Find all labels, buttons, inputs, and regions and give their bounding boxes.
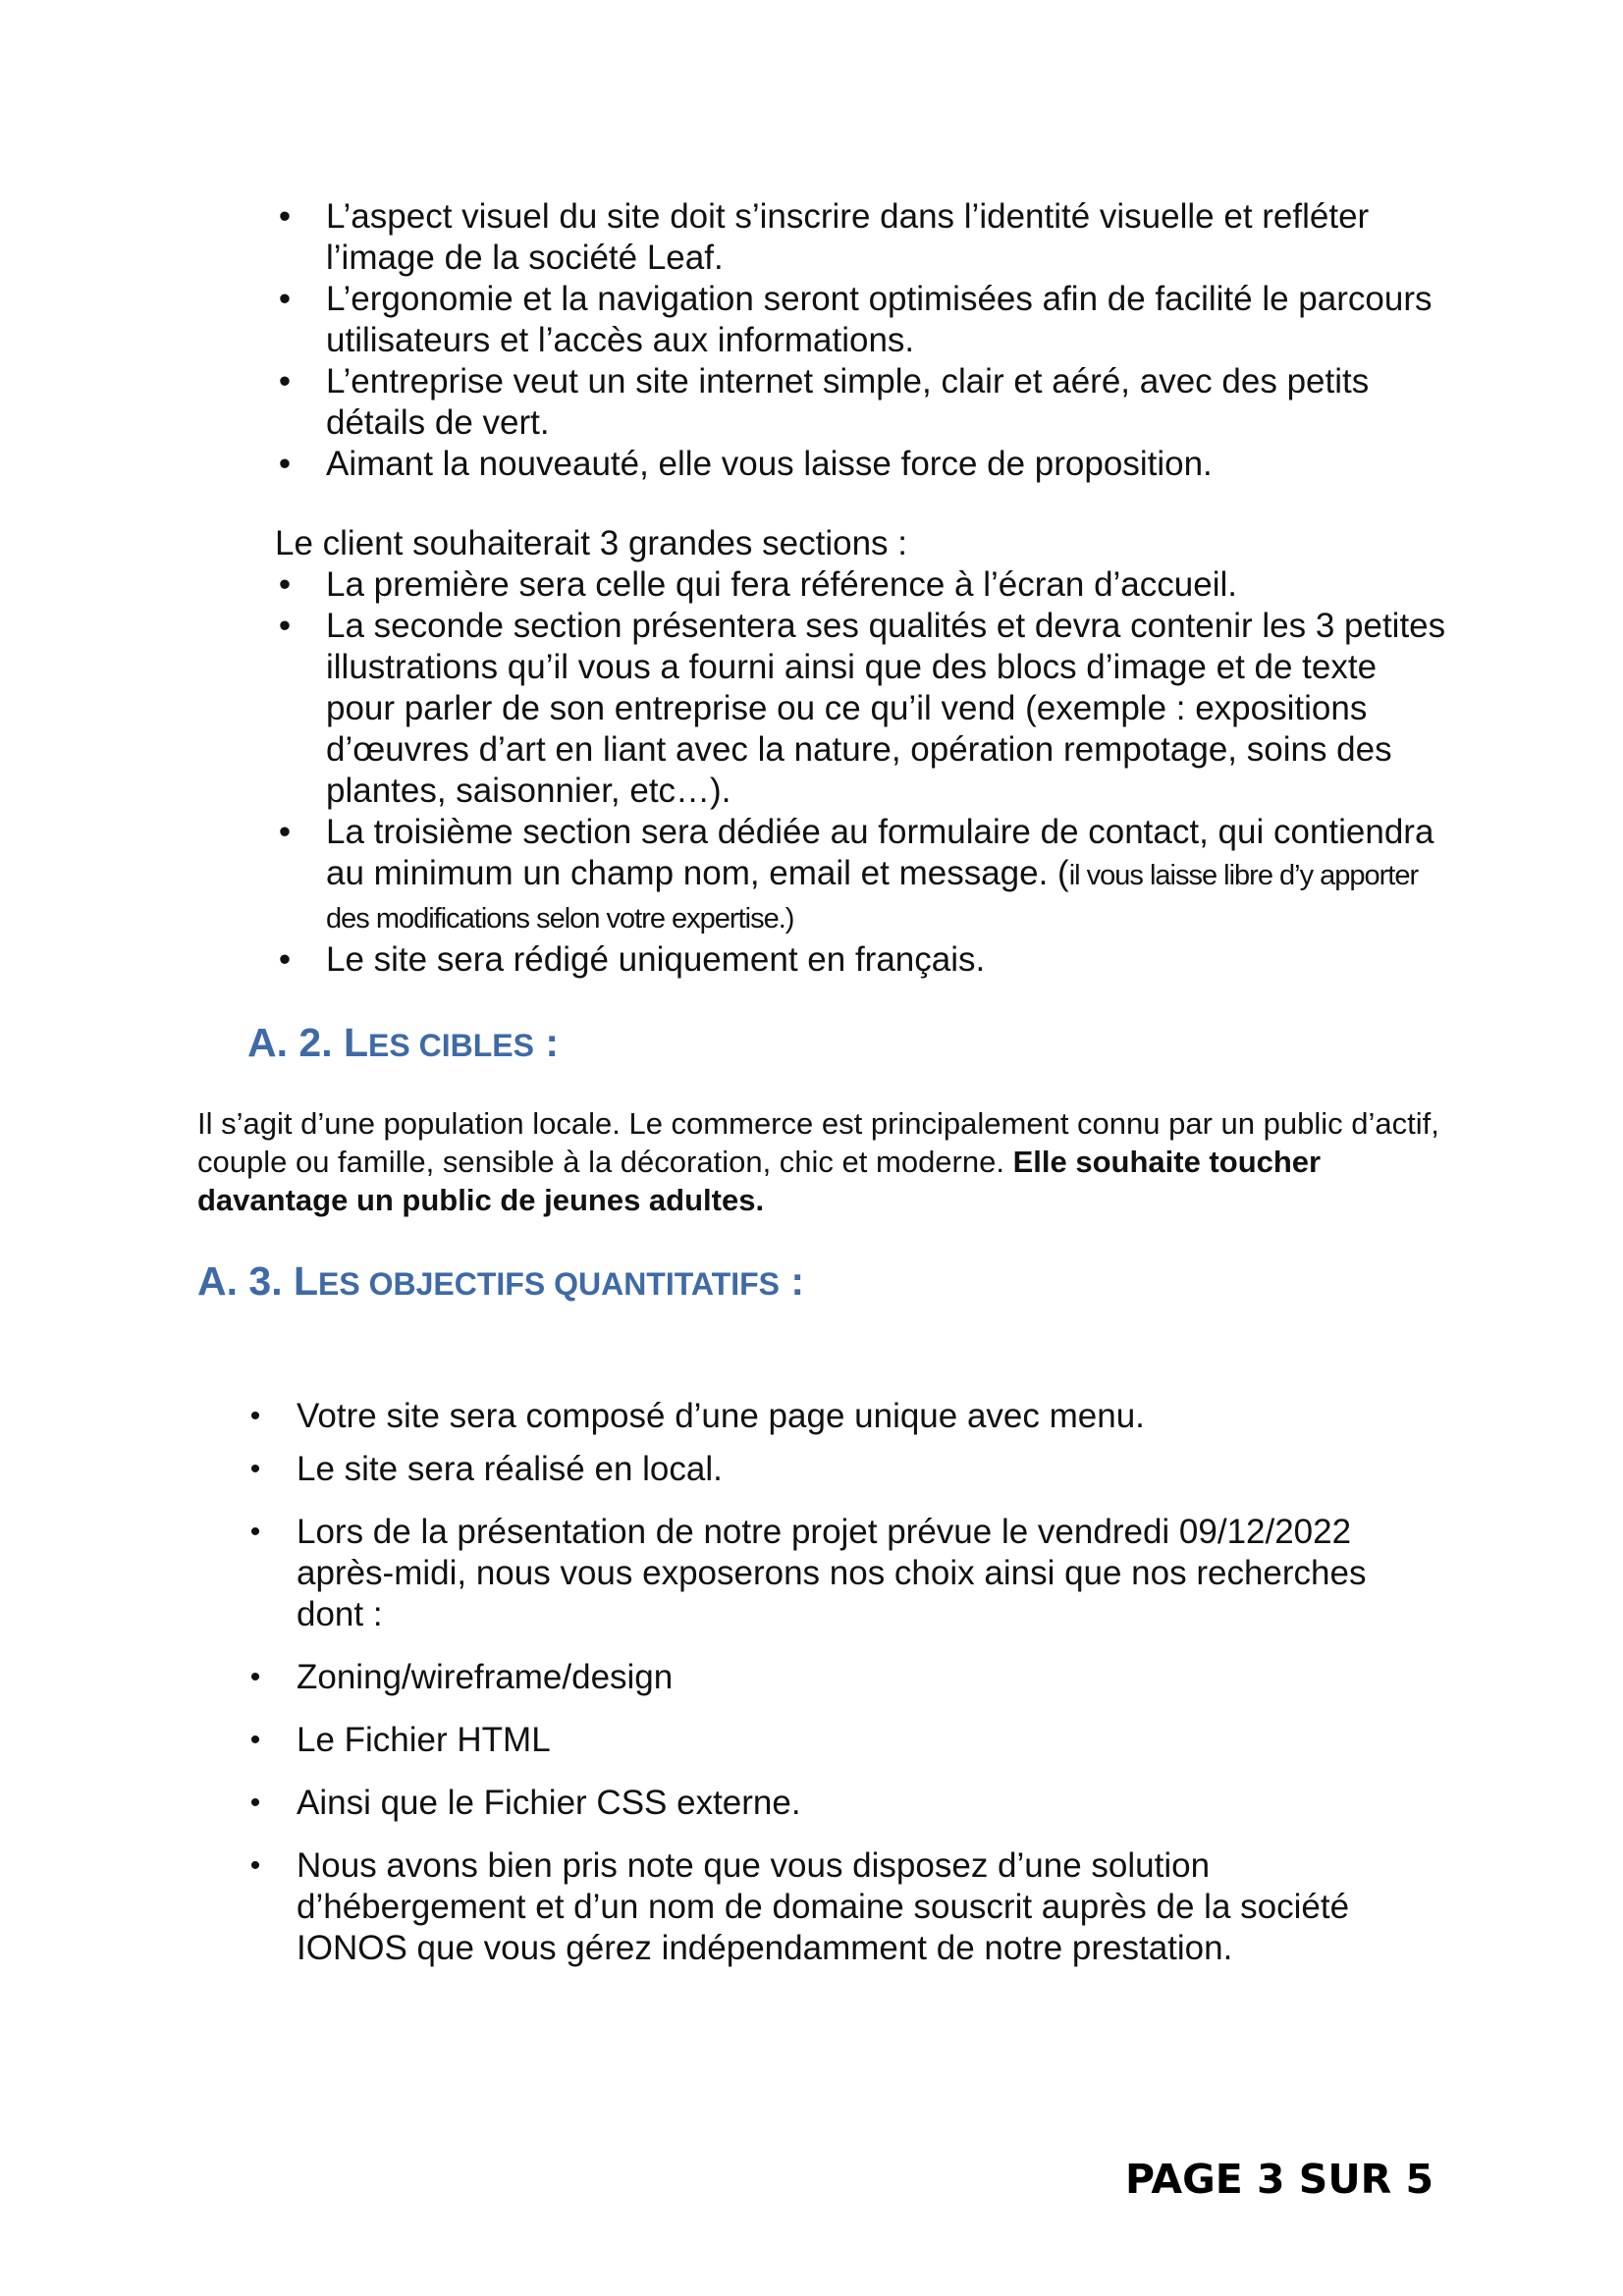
requirement-text: L’entreprise veut un site internet simple, clair et aéré, avec des petits détails de vert. [326,362,1370,442]
objective-text: Zoning/wireframe/design [297,1658,674,1696]
bullet-icon: • [249,1400,261,1432]
section-text: La seconde section présentera ses qualités et devra contenir les 3 petites illustrations qu’il vous a fourni ainsi que des blocs d’image et de texte pour parler de son entreprise ou ce qu’il vend (exemple : expositions d’œuvres d’art en liant avec la nature, opération rempotage, soins des plantes, saisonnier, etc…). [326,607,1446,810]
objective-text: Lors de la présentation de notre projet prévue le vendredi 09/12/2022 après-midi, nous vous exposerons nos choix ainsi que nos recherches dont : [297,1513,1367,1633]
list-item [245,1783,1424,1824]
list-item [245,1449,1424,1490]
bullet-icon: • [249,1661,261,1693]
bullet-icon: • [249,1849,261,1882]
list-item [275,812,1453,939]
list-item [245,1845,1424,1969]
list-item [245,1512,1424,1635]
heading-initial: L [343,1020,369,1065]
page-number: PAGE 3 SUR 5 [1125,2156,1434,2203]
bullet-icon: • [278,607,292,645]
bullet-icon: • [249,1724,261,1756]
list-item [275,606,1453,812]
section-text: La première sera celle qui fera référence à l’écran d’accueil. [326,565,1237,604]
list-item [275,196,1453,279]
bullet-icon: • [249,1787,261,1819]
bullet-icon: • [278,197,292,236]
list-item [245,1396,1424,1437]
bullet-icon: • [249,1453,261,1485]
section-text: Le site sera rédigé uniquement en français. [326,940,986,979]
heading-initial: L [293,1258,319,1304]
bullet-icon: • [278,813,292,851]
cibles-bold-text: Elle souhaite toucher davantage un public de jeunes adultes. [197,1145,1322,1217]
requirement-text: Aimant la nouveauté, elle vous laisse force de proposition. [326,445,1213,483]
objective-text: Le site sera réalisé en local. [297,1450,723,1488]
objective-text: Le Fichier HTML [297,1721,551,1759]
requirement-text: L’ergonomie et la navigation seront optimisées afin de facilité le parcours utilisateurs et l’accès aux informations. [326,280,1433,359]
bullet-icon: • [278,940,292,979]
bullet-icon: • [278,565,292,604]
objective-text: Ainsi que le Fichier CSS externe. [297,1784,801,1822]
cibles-text: Il s’agit d’une population locale. Le commerce est principalement connu par un public d’actif, couple ou famille, sensible à la décoration, chic et moderne. [197,1106,1439,1179]
sections-list [275,564,1453,981]
list-item [245,1720,1424,1761]
section-note: il vous laisse libre d’y apporter des modifications selon votre expertise.) [326,860,1419,934]
list-item [275,361,1453,444]
list-item [275,564,1453,606]
heading-objectifs [197,1256,804,1308]
list-item [275,444,1453,485]
bullet-icon: • [278,445,292,483]
bullet-icon: • [249,1516,261,1548]
requirement-text: L’aspect visuel du site doit s’inscrire dans l’identité visuelle et refléter l’image de la société Leaf. [326,197,1370,277]
cibles-paragraph [197,1104,1444,1219]
section-text: La troisième section sera dédiée au formulaire de contact, qui contiendra au minimum un champ nom, email et message. ( [326,813,1434,892]
objectives-list [245,1396,1424,1969]
heading-title: ES CIBLES [368,1028,534,1063]
heading-colon: : [533,1020,559,1065]
list-item [245,1657,1424,1698]
list-item [275,279,1453,361]
requirements-list [275,196,1453,485]
bullet-icon: • [278,362,292,400]
heading-title: ES OBJECTIFS QUANTITATIFS [318,1266,780,1302]
list-item [275,939,1453,981]
heading-number: A. 2. [247,1020,344,1065]
heading-number: A. 3. [197,1258,294,1304]
objective-text: Nous avons bien pris note que vous disposez d’une solution d’hébergement et d’un nom de domaine souscrit auprès de la société IONOS que vous gérez indépendamment de notre prestation. [297,1846,1350,1967]
sections-intro: Le client souhaiterait 3 grandes sections : [275,524,907,562]
heading-colon: : [779,1258,805,1304]
objective-text: Votre site sera composé d’une page unique avec menu. [297,1397,1145,1435]
bullet-icon: • [278,280,292,318]
heading-cibles [247,1018,559,1070]
